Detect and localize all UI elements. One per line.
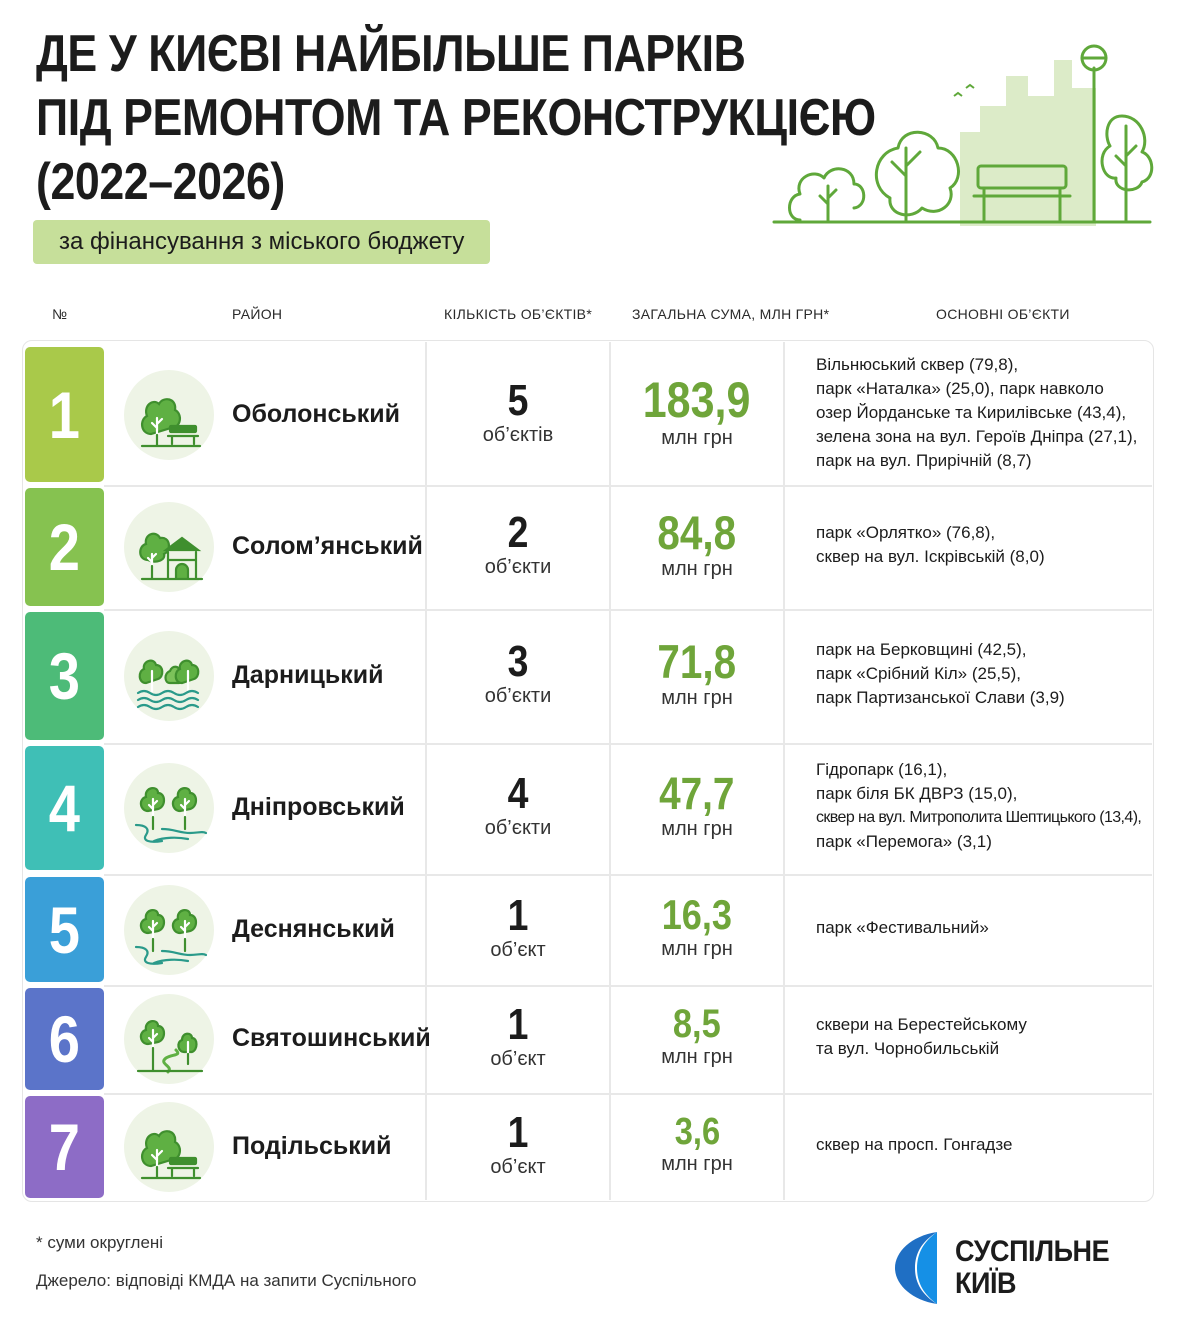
object-line: парк «Срібний Кіл» (25,5), [816,664,1021,683]
column-header-objects: ОСНОВНІ ОБ’ЄКТИ [936,306,1070,322]
object-count [428,890,608,962]
tree-pavilion-icon [124,502,214,592]
district-name: Дніпровський [232,793,405,821]
sum-value: 8,5 [673,1002,721,1046]
column-header-count: КІЛЬКІСТЬ ОБ’ЄКТІВ* [444,306,593,322]
table-row [0,347,1180,482]
trees-path-icon [124,994,214,1084]
rank-badge [25,877,104,982]
total-sum [612,634,782,711]
sum-unit: млн грн [661,686,733,709]
object-count [428,375,608,447]
subtitle-badge: за фінансування з міського бюджету [33,220,490,264]
district-icon-badge [124,885,214,975]
district-name: Деснянський [232,914,395,943]
count-value: 5 [507,375,529,425]
trees-river-icon [124,885,214,975]
main-objects [816,916,1146,940]
sum-value: 71,8 [657,634,737,688]
sum-value: 3,6 [674,1111,720,1153]
district-icon-badge [124,370,214,460]
district-icon-badge [124,1102,214,1192]
source-note: Джерело: відповіді КМДА на запити Суспільного [36,1271,417,1290]
main-objects [816,1013,1146,1061]
rank-number: 7 [48,1110,81,1184]
object-line: сквер на вул. Митрополита Шептицького (13,4), [816,809,1142,826]
object-line: парк «Фестивальний» [816,917,989,937]
logo [893,1232,1153,1308]
count-unit: об’єкт [490,938,546,961]
rank-number: 5 [48,892,81,967]
object-line: сквер на просп. Гонгадзе [816,1135,1013,1154]
total-sum [612,1113,782,1177]
title-line: (2022–2026) [36,153,285,211]
column-header-district: РАЙОН [232,306,283,322]
rank-badge [25,347,104,482]
sum-unit: млн грн [661,1046,733,1068]
main-objects [816,353,1146,473]
rank-badge [25,488,104,606]
object-line: парк на вул. Прирічній (8,7) [816,450,1032,470]
rank-number: 6 [48,1002,81,1076]
total-sum [612,767,782,842]
object-line: парк «Орлятко» (76,8), [816,523,996,542]
count-unit: об’єкти [484,556,552,578]
rank-number: 1 [48,377,81,452]
rank-number: 4 [48,771,81,845]
district-icon-badge [124,994,214,1084]
district-name: Святошинський [232,1024,431,1052]
count-unit: об’єкти [484,685,552,707]
district-icon-badge [124,631,214,721]
sum-unit: млн грн [661,1153,733,1175]
object-line: Гідропарк (16,1), [816,760,948,779]
object-line: парк Партизанської Слави (3,9) [816,688,1065,707]
sum-value: 84,8 [657,505,737,559]
table-row [0,612,1180,740]
district-name: Подільський [232,1132,392,1160]
district-name: Солом’янський [232,532,423,560]
total-sum [612,505,782,582]
table-row [0,746,1180,870]
row-divider [104,485,1152,487]
main-objects [816,758,1146,854]
object-line: парк «Наталка» (25,0), парк навколо [816,378,1104,398]
row-divider [104,1093,1152,1095]
object-count [428,637,608,708]
total-sum [612,1004,782,1070]
rank-number: 3 [48,639,81,713]
page-title [36,22,876,214]
title-line: ДЕ У КИЄВІ НАЙБІЛЬШЕ ПАРКІВ [36,25,746,83]
park-city-illustration [770,36,1154,228]
row-divider [104,609,1152,611]
object-count [428,769,608,840]
main-objects [816,638,1146,710]
object-line: сквери на Берестейському [816,1015,1027,1034]
object-count [428,1000,608,1071]
sum-unit: млн грн [661,426,733,449]
logo-line-2: КИЇВ [955,1267,1017,1300]
column-header-sum: ЗАГАЛЬНА СУМА, МЛН ГРН* [632,306,830,322]
count-value: 3 [507,637,529,686]
count-value: 1 [507,1108,529,1157]
table-row [0,1096,1180,1198]
logo-line-1: СУСПІЛЬНЕ [955,1235,1110,1268]
column-header-num: № [52,306,68,322]
total-sum [612,371,782,451]
title-line: ПІД РЕМОНТОМ ТА РЕКОНСТРУКЦІЄЮ [36,89,876,147]
sum-unit: млн грн [661,937,733,960]
row-divider [104,874,1152,876]
table-row [0,488,1180,606]
tree-bench-icon [124,1102,214,1192]
table-row [0,988,1180,1090]
district-icon-badge [124,502,214,592]
object-line: парк біля БК ДВРЗ (15,0), [816,784,1018,803]
count-unit: об’єкти [484,817,552,839]
logo-mark-icon [893,1232,937,1304]
main-objects [816,1133,1146,1157]
rank-badge [25,746,104,870]
table-row [0,877,1180,982]
object-line: парк «Перемога» (3,1) [816,832,992,851]
main-objects [816,521,1146,569]
sum-unit: млн грн [661,817,733,840]
sum-value: 16,3 [661,890,733,938]
rank-badge [25,1096,104,1198]
rank-number: 2 [48,510,81,584]
row-divider [104,743,1152,745]
count-value: 4 [507,769,529,818]
sum-unit: млн грн [661,557,733,580]
sum-value: 183,9 [643,371,751,428]
sum-value: 47,7 [659,767,735,819]
count-unit: об’єкт [490,1048,546,1070]
footnote: * суми округлені [36,1233,164,1252]
count-unit: об’єктів [482,423,554,446]
count-value: 1 [507,1000,529,1049]
object-line: парк на Берковщині (42,5), [816,640,1027,659]
object-line: та вул. Чорнобильській [816,1039,1000,1058]
trees-river-icon [124,763,214,853]
district-name: Дарницький [232,661,384,689]
district-icon-badge [124,763,214,853]
row-divider [104,985,1152,987]
count-unit: об’єкт [490,1156,546,1178]
tree-bench-icon [124,370,214,460]
object-line: сквер на вул. Іскрівській (8,0) [816,547,1045,566]
district-name: Оболонський [232,399,400,428]
object-line: Вільнюський сквер (79,8), [816,354,1019,374]
object-count [428,1108,608,1179]
rank-badge [25,988,104,1090]
object-count [428,508,608,579]
trees-water-icon [124,631,214,721]
count-value: 1 [507,890,529,940]
rank-badge [25,612,104,740]
count-value: 2 [507,508,529,557]
object-line: зелена зона на вул. Героїв Дніпра (27,1), [816,426,1138,446]
total-sum [612,890,782,962]
object-line: озер Йорданське та Кирилівське (43,4), [816,402,1127,422]
